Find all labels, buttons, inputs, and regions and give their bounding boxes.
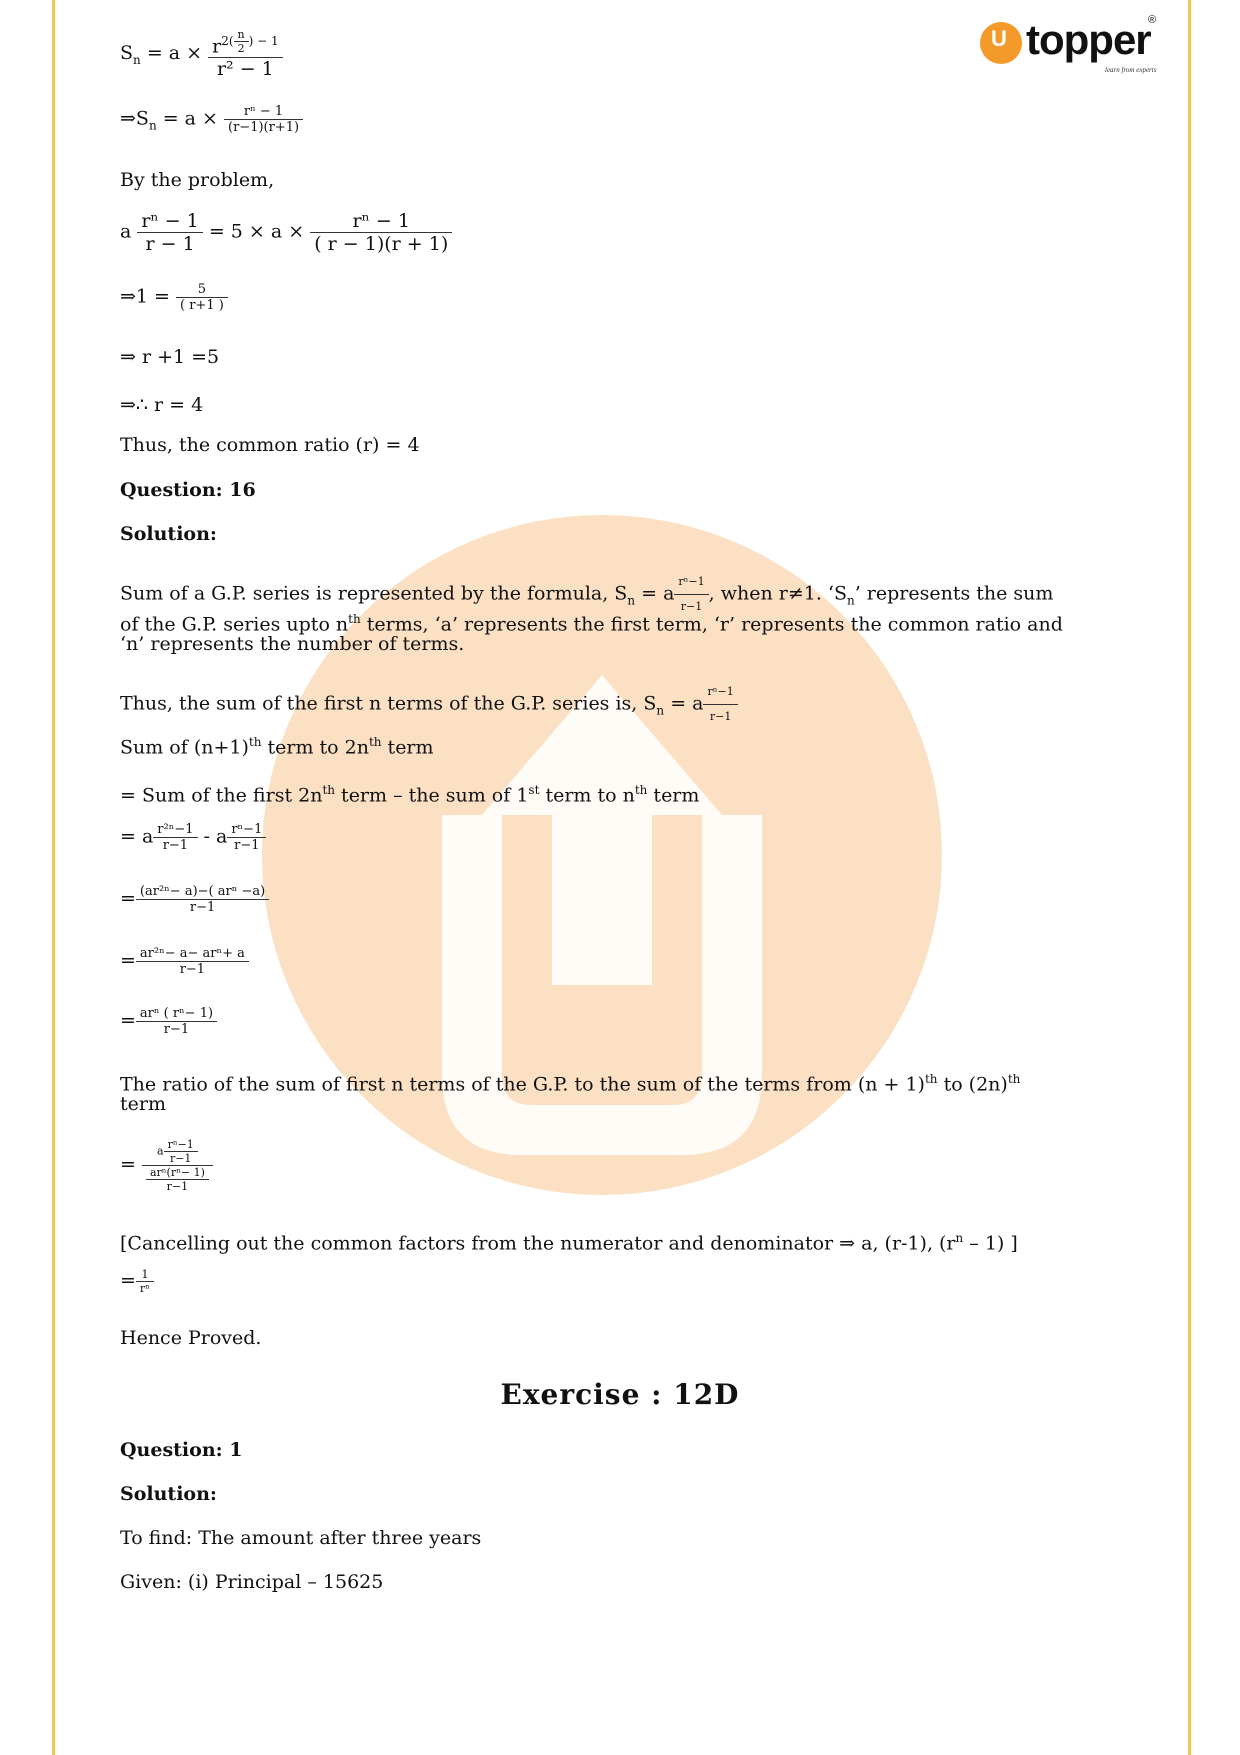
text-gp-formula: Sum of a G.P. series is represented by the formula, $S_n = a$ $\frac{\text{rⁿ−1}}{r-1}$ , when r≠1. ‘$S_n$’ represents the sum: [120, 570, 1053, 619]
text-hence-proved: Hence Proved.: [120, 1327, 262, 1349]
text-sum-first: = Sum of the first $2n^{th}$ term – the sum of 1st term to $n^{th}$ term: [120, 783, 700, 807]
registered-mark: ®: [1148, 14, 1157, 26]
text-sum-n1: Sum of $(n+1)^{th}$ term to $2n^{th}$ term: [120, 735, 434, 759]
equation-ratio: = a $\frac{\text{rⁿ−1}}{r-1}$ $\frac{\text{arⁿ(rⁿ− 1)}}{r-1}$: [120, 1138, 213, 1193]
exercise-heading: Exercise : 12D: [500, 1378, 740, 1411]
text-cancel: [Cancelling out the common factors from the numerator and denominator ⇒ a, (r-1), $(r^n - 1)$ ]: [120, 1231, 1018, 1255]
text-gp-formula-3: ‘n’ represents the number of terms.: [120, 633, 465, 655]
text-r-plus-1: ⇒ r +1 =5: [120, 346, 220, 368]
text-thus-sum: Thus, the sum of the first n terms of the G.P. series is, $S_n = a$ $\frac{\text{rⁿ−1}}{r-1}$: [120, 680, 738, 729]
equation-sn-1: $S_n = a$ × $r^{2( \frac{n}{2} ) - 1}$ r² − 1: [120, 28, 283, 80]
equation-sn-2: $\Rightarrow S_n = a$ × $\frac{\text{rⁿ − 1}}{(r-1)(r+1)}$: [120, 104, 303, 135]
equation-step-3: = $\frac{\text{ar²ⁿ− a− arⁿ+ a}}{r-1}$: [120, 946, 249, 977]
page-border-right: [1188, 0, 1191, 1755]
equation-step-2: = $\frac{\text{(ar²ⁿ− a)−( arⁿ −a)}}{r-1}$: [120, 884, 269, 915]
text-given: Given: (i) Principal – 15625: [120, 1571, 384, 1593]
question-1-label: Question: 1: [120, 1439, 243, 1461]
equation-5x: a $\frac{\text{rⁿ − 1}}{r - 1}$ = 5 × a × $\frac{\text{rⁿ − 1}}{( r - 1)(r + 1)}$: [120, 210, 452, 255]
equation-step-1: = a $\frac{\text{r²ⁿ−1}}{r-1}$ - a $\frac{\text{rⁿ−1}}{r-1}$: [120, 822, 266, 853]
fraction: $\frac{\text{rⁿ − 1}}{(r-1)(r+1)}$: [224, 104, 303, 135]
text-ratio-term: term: [120, 1093, 166, 1115]
text-common-ratio: Thus, the common ratio (r) = 4: [120, 434, 420, 456]
solution-label-2: Solution:: [120, 1483, 217, 1505]
equation-result: = $\frac{1}{\text{rⁿ}}$: [120, 1268, 154, 1295]
equation-one: ⇒1 = $\frac{5}{( r+1 )}$: [120, 282, 228, 313]
logo-letter: U: [991, 26, 1007, 51]
solution-label: Solution:: [120, 523, 217, 545]
topper-logo: [980, 14, 1160, 74]
text-ratio: The ratio of the sum of first n terms of the G.P. to the sum of the terms from $(n + 1)^{th}$ to $(2n)^{th}$: [120, 1072, 1021, 1096]
page-border-left: [52, 0, 55, 1755]
fraction: $r^{2( \frac{n}{2} ) - 1}$ r² − 1: [208, 28, 283, 80]
question-16-label: Question: 16: [120, 479, 256, 501]
text-by-problem: By the problem,: [120, 169, 275, 191]
logo-tagline: learn from experts: [1105, 66, 1157, 74]
text-r-eq-4: ⇒∴ r = 4: [120, 394, 204, 416]
text-gp-formula-2: of the G.P. series upto $n^{th}$ terms, ‘a’ represents the first term, ‘r’ represents the common ratio and: [120, 612, 1063, 636]
text-to-find: To find: The amount after three years: [120, 1527, 482, 1549]
equation-step-4: = $\frac{\text{arⁿ ( rⁿ− 1)}}{r-1}$: [120, 1006, 217, 1037]
logo-text: topper: [1026, 16, 1151, 63]
